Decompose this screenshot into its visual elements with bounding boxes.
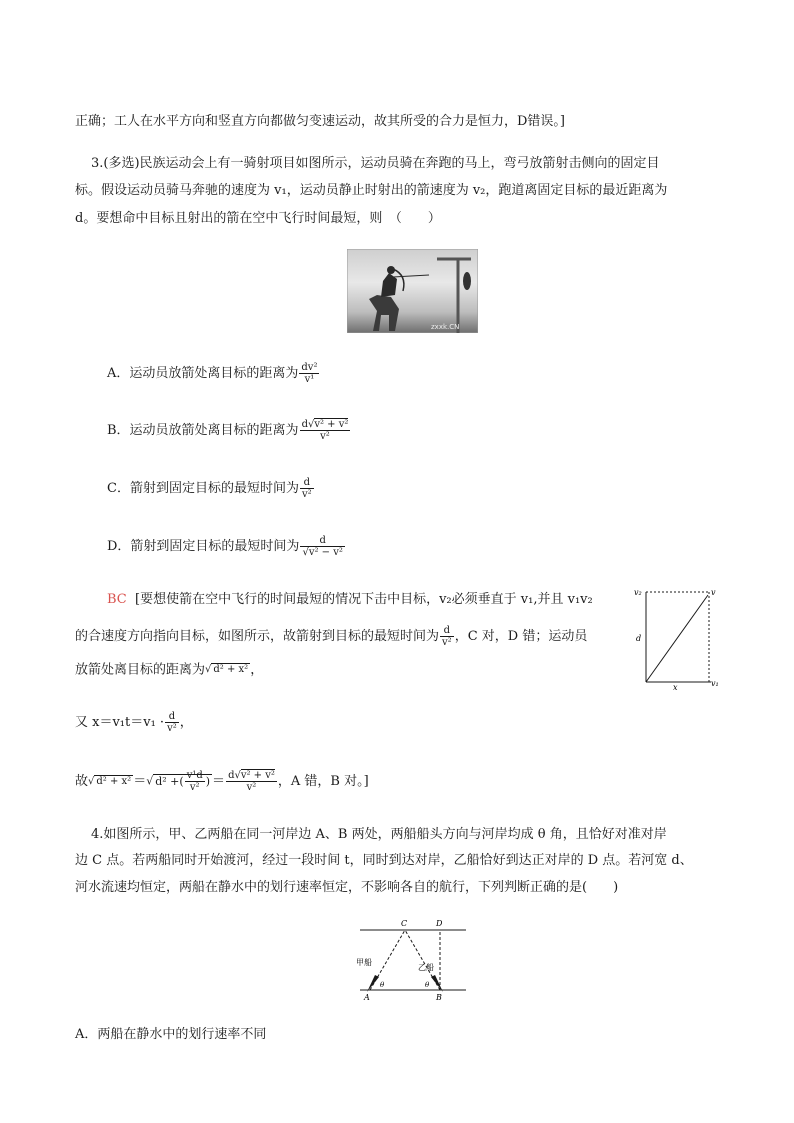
- q3-option-b: B．运动员放箭处离目标的距离为 $\frac{\text{d√v² + v²}}{\text{v²}}$: [107, 419, 349, 442]
- q3-stem-line-3: d。要想命中目标且射出的箭在空中飞行时间最短，则 （ ）: [75, 211, 441, 226]
- q3-option-a: A．运动员放箭处离目标的距离为 $\frac{\text{dv²}}{\text{v¹}}$: [107, 362, 318, 385]
- q3-option-c: C．箭射到固定目标的最短时间为 $\frac{d}{\text{v²}}$: [107, 477, 312, 500]
- q3-answer-line-1: BC [要想使箭在空中飞行的时间最短的情况下击中目标，v₂必须垂直于 v₁,并且 v₁v₂: [107, 592, 593, 607]
- q3-stem-line-2: 标。假设运动员骑马奔驰的速度为 v₁，运动员静止时射出的箭速度为 v₂，跑道离固定目标的最近距离为: [75, 183, 668, 198]
- river-crossing-diagram: [356, 918, 470, 1002]
- answer-code: BC: [107, 592, 127, 607]
- q3-option-d: D．箭射到固定目标的最短时间为 $\frac{d}{\text{√v² − v²}}$: [107, 535, 343, 558]
- q3-stem-line-1: 3.(多选)民族运动会上有一骑射项目如图所示，运动员骑在奔跑的马上，弯弓放箭射击侧向的固定目: [91, 156, 660, 171]
- q4-stem-line-3: 河水流速均恒定，两船在静水中的划行速率恒定，不影响各自的航行，下列判断正确的是( ): [75, 880, 619, 895]
- d-label: d: [636, 634, 642, 643]
- v1-label: v₁: [711, 679, 719, 688]
- point-b-label: B: [436, 993, 442, 1002]
- v-label: v: [711, 588, 716, 597]
- q3-answer-line-4: 又 x＝v₁t＝v₁ · $\frac{d}{\text{v²}}$ ，: [75, 711, 193, 734]
- q3-answer-line-3: 放箭处离目标的距离为√ d² + x² ，: [75, 662, 264, 678]
- text-line: 正确；工人在水平方向和竖直方向都做匀变速运动，故其所受的合力是恒力，D错误。]: [75, 114, 565, 129]
- point-d-label: D: [436, 919, 443, 928]
- q4-stem-line-1: 4.如图所示，甲、乙两船在同一河岸边 A、B 两处，两船船头方向与河岸均成 θ 角，且恰好对准对岸: [91, 827, 667, 842]
- velocity-diagram: [632, 586, 722, 692]
- point-a-label: A: [364, 993, 370, 1002]
- q4-option-a: A．两船在静水中的划行速率不同: [75, 1027, 267, 1042]
- theta-b-label: θ: [425, 981, 430, 989]
- q4-stem-line-2: 边 C 点。若两船同时开始渡河，经过一段时间 t，同时到达对岸，乙船恰好到达正对岸的 D 点。若河宽 d、: [75, 853, 693, 868]
- q3-answer-line-5: 故√ d² + x² ＝√ d² +( $\frac{\text{v¹d}}{\text{v²}}$ ) ＝ $\frac{\text{d√v² + v²}}{\text{v²}}$ ，A 错，B 对。]: [75, 770, 369, 793]
- q3-answer-line-2: 的合速度方向指向目标，如图所示，故箭射到目标的最短时间为 $\frac{d}{\text{v²}}$ ，C 对，D 错；运动员: [75, 625, 588, 648]
- point-c-label: C: [401, 919, 408, 928]
- boat-jia-label: 甲船: [356, 958, 372, 967]
- x-label: x: [673, 683, 678, 692]
- photo-watermark: zxxk.CN: [431, 323, 460, 331]
- horse-archer-photo: [347, 249, 478, 333]
- theta-a-label: θ: [380, 981, 385, 989]
- v2-label: v₂: [634, 588, 642, 597]
- boat-yi-label: 乙船: [418, 963, 434, 972]
